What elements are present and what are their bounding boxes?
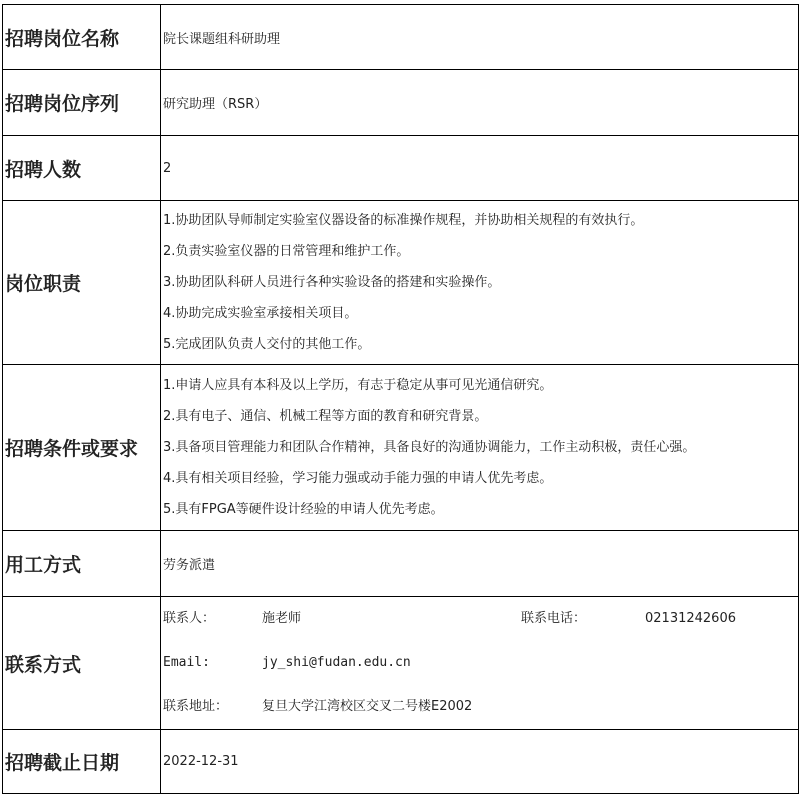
requirement-item: 5.具有FPGA等硬件设计经验的申请人优先考虑。 (163, 502, 444, 517)
deadline-label: 招聘截止日期 (3, 730, 161, 794)
position-name-label: 招聘岗位名称 (3, 5, 161, 70)
contact-email-label: Email: (163, 655, 210, 670)
requirement-item: 1.申请人应具有本科及以上学历，有志于稳定从事可见光通信研究。 (163, 378, 553, 393)
contact-email-value[interactable]: jy_shi@fudan.edu.cn (262, 655, 411, 670)
requirement-item: 3.具备项目管理能力和团队合作精神，具备良好的沟通协调能力，工作主动积极，责任心强。 (163, 440, 696, 455)
duty-item: 1.协助团队导师制定实验室仪器设备的标准操作规程，并协助相关规程的有效执行。 (163, 213, 644, 228)
row-requirements (3, 365, 799, 531)
employment-type-label: 用工方式 (3, 531, 161, 597)
contact-label: 联系方式 (3, 597, 161, 730)
headcount-label: 招聘人数 (3, 136, 161, 201)
requirements-label: 招聘条件或要求 (3, 365, 161, 531)
position-series-value: 研究助理（RSR） (161, 70, 799, 136)
contact-phone-label: 联系电话： (521, 611, 587, 626)
requirements-list (161, 365, 799, 531)
row-headcount (3, 136, 799, 201)
duty-item: 4.协助完成实验室承接相关项目。 (163, 306, 358, 321)
contact-person-row (163, 597, 798, 641)
job-posting-table (2, 4, 799, 794)
position-series-label: 招聘岗位序列 (3, 70, 161, 136)
duty-item: 3.协助团队科研人员进行各种实验设备的搭建和实验操作。 (163, 275, 501, 290)
row-contact (3, 597, 799, 730)
row-position-name (3, 5, 799, 70)
contact-address-row (163, 685, 798, 729)
row-employment-type (3, 531, 799, 597)
duty-item: 5.完成团队负责人交付的其他工作。 (163, 337, 371, 352)
requirement-item: 4.具有相关项目经验，学习能力强或动手能力强的申请人优先考虑。 (163, 471, 553, 486)
contact-person-value: 施老师 (262, 611, 302, 626)
contact-address-label: 联系地址： (163, 699, 229, 714)
duties-label: 岗位职责 (3, 201, 161, 365)
employment-type-value: 劳务派遣 (161, 531, 799, 597)
deadline-value: 2022-12-31 (161, 730, 799, 794)
contact-person-label: 联系人： (163, 611, 216, 626)
headcount-value: 2 (161, 136, 799, 201)
requirement-item: 2.具有电子、通信、机械工程等方面的教育和研究背景。 (163, 409, 488, 424)
row-position-series (3, 70, 799, 136)
contact-block (161, 597, 799, 730)
position-name-value: 院长课题组科研助理 (161, 5, 799, 70)
contact-address-value: 复旦大学江湾校区交叉二号楼E2002 (262, 699, 473, 714)
duty-item: 2.负责实验室仪器的日常管理和维护工作。 (163, 244, 410, 259)
duties-list (161, 201, 799, 365)
row-deadline (3, 730, 799, 794)
contact-phone-value: 02131242606 (645, 611, 736, 626)
row-duties (3, 201, 799, 365)
contact-email-row (163, 641, 798, 685)
